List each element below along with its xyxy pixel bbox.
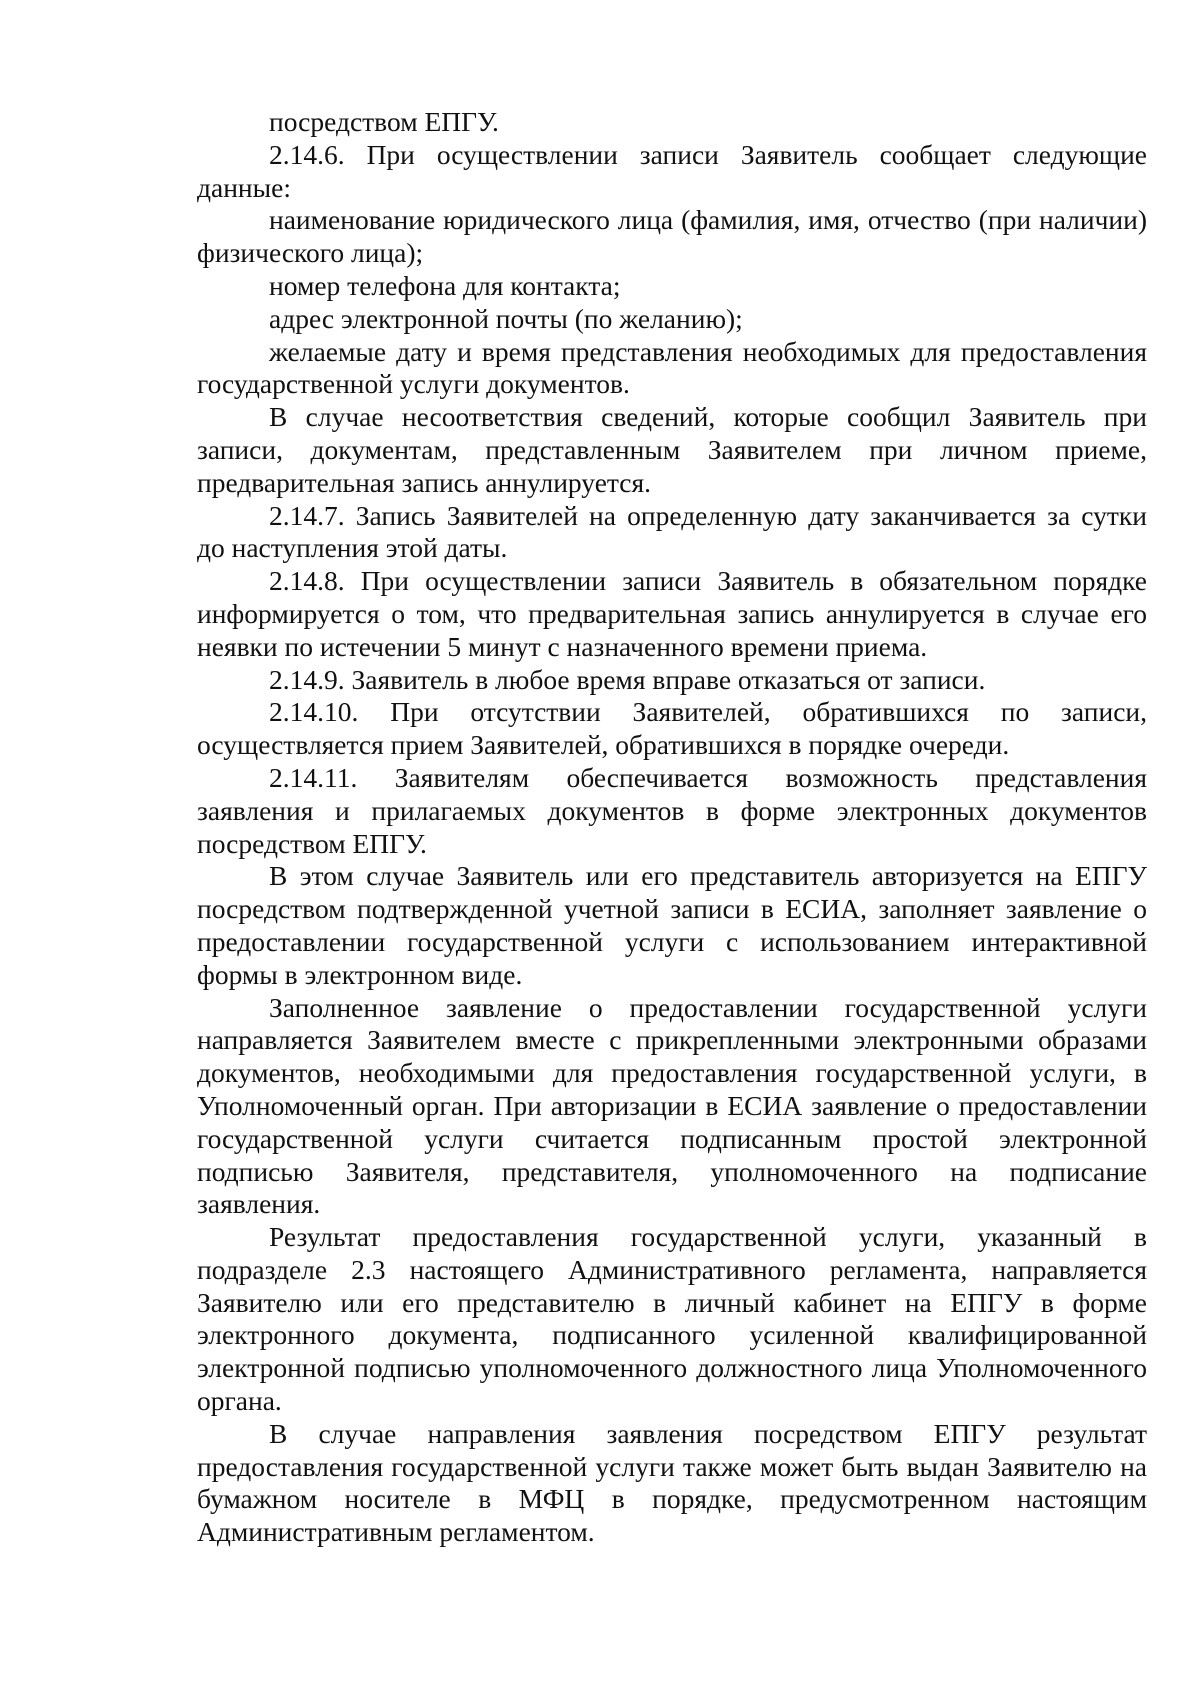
list-item-email: адрес электронной почты (по желанию); xyxy=(269,302,743,334)
paragraph-mismatch: В случае несоответствия сведений, которые сообщил Заявитель при записи, документам, представленным Заявителем при личном приеме, предварительная запись аннулируется. xyxy=(197,401,1147,498)
paragraph-result: Результат предоставления государственной услуги, указанный в подразделе 2.3 настоящего Административного регламента, направляется Заявителю или его представителю в личный кабинет на ЕПГУ в форме электронного документа, подписанного усиленной квалифицированной электронной подписью уполномоченного должностного лица Уполномоченного органа. xyxy=(197,1221,1147,1417)
paragraph-esia-authorization: В этом случае Заявитель или его представитель авторизуется на ЕПГУ посредством подтвержденной учетной записи в ЕСИА, заполняет заявление о предоставлении государственной услуги с использованием интерактивной формы в электронном виде. xyxy=(197,860,1147,990)
document-page xyxy=(197,106,1147,1549)
paragraph-2-14-11: 2.14.11. Заявителям обеспечивается возможность представления заявления и прилагаемых документов в форме электронных документов посредством ЕПГУ. xyxy=(197,761,1147,859)
paragraph-2-14-6: 2.14.6. При осуществлении записи Заявитель сообщает следующие данные: xyxy=(197,138,1147,203)
paragraph-paper-result: В случае направления заявления посредством ЕПГУ результат предоставления государственной услуги также может быть выдан Заявителю на бумажном носителе в МФЦ в порядке, предусмотренном настоящим Административным регламентом. xyxy=(197,1417,1147,1548)
paragraph-2-14-9: 2.14.9. Заявитель в любое время вправе отказаться от записи. xyxy=(269,663,986,695)
list-item-date-time: желаемые дату и время представления необходимых для предоставления государственной услуги документов. xyxy=(197,335,1147,400)
paragraph-2-14-10: 2.14.10. При отсутствии Заявителей, обратившихся по записи, осуществляется прием Заявителей, обратившихся в порядке очереди. xyxy=(197,696,1147,761)
list-item-phone: номер телефона для контакта; xyxy=(269,269,621,301)
paragraph-filled-application: Заполненное заявление о предоставлении государственной услуги направляется Заявителем вместе с прикрепленными электронными образами документов, необходимыми для предоставления государственной услуги, в Уполномоченный орган. При авторизации в ЕСИА заявление о предоставлении государственной услуги считается подписанным простой электронной подписью Заявителя, представителя, уполномоченного на подписание заявления. xyxy=(197,991,1147,1220)
paragraph-2-14-8: 2.14.8. При осуществлении записи Заявитель в обязательном порядке информируется о том, что предварительная запись аннулируется в случае его неявки по истечении 5 минут с назначенного времени приема. xyxy=(197,565,1147,662)
list-item-legal-entity-name: наименование юридического лица (фамилия, имя, отчество (при наличии) физического лица); xyxy=(197,204,1147,269)
paragraph-continuation: посредством ЕПГУ. xyxy=(269,106,499,137)
paragraph-2-14-7: 2.14.7. Запись Заявителей на определенную дату заканчивается за сутки до наступления этой даты. xyxy=(197,499,1147,564)
